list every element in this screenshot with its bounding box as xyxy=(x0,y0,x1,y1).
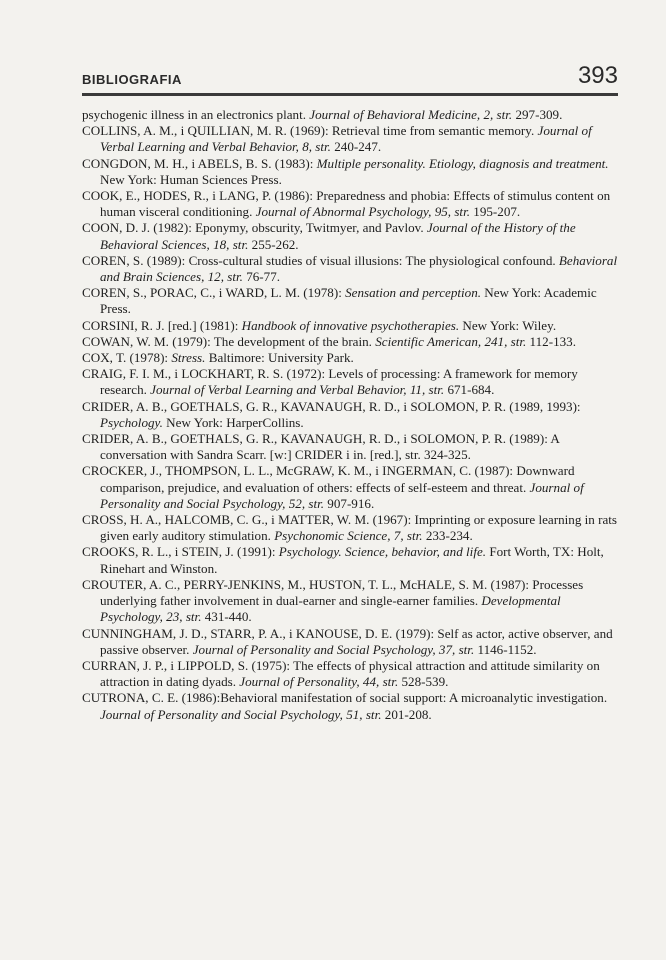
entry-source: Multiple personality. Etiology, diagnosis and treatment. xyxy=(316,155,609,171)
entry-text: COON, D. J. (1982): Eponymy, obscurity, Twitmyer, and Pavlov. xyxy=(82,220,427,236)
entry-source: Journal of Behavioral Medicine, 2, str. xyxy=(309,107,513,122)
entry-source: Stress. xyxy=(171,350,206,366)
entry-text: COWAN, W. M. (1979): The development of the brain. xyxy=(82,333,376,349)
entry-text: COREN, S. (1989): Cross-cultural studies of visual illusions: The physiological confound. xyxy=(82,252,559,268)
entry-text: COOK, E., HODES, R., i LANG, P. (1986): Preparedness and phobia: Effects of stimulus content on human visceral conditioning. xyxy=(82,188,611,220)
entry-pages: New York: Academic Press. xyxy=(100,285,597,317)
entry-source: Psychology. xyxy=(100,414,163,430)
entry-pages: Fort Worth, TX: Holt, Rinehart and Winston. xyxy=(100,544,604,576)
bibliography-entry xyxy=(82,366,622,398)
entry-source: Psychology. Science, behavior, and life. xyxy=(278,544,487,560)
entry-source: Journal of Verbal Learning and Verbal Behavior, 8, str. xyxy=(100,123,592,155)
entry-pages: 431-440. xyxy=(201,609,252,625)
entry-source: Psychonomic Science, 7, str. xyxy=(274,528,423,544)
entry-text: CUNNINGHAM, J. D., STARR, P. A., i KANOUSE, D. E. (1979): Self as actor, active observer, and passive observer. xyxy=(82,625,613,657)
page-number: 393 xyxy=(577,62,618,89)
bibliography-entry xyxy=(82,318,622,334)
entry-pages: New York: Human Sciences Press. xyxy=(100,171,282,187)
entry-source: Behavioral and Brain Sciences, 12, str. xyxy=(100,252,618,285)
entry-pages: 528-539. xyxy=(398,674,449,690)
bibliography-entry xyxy=(82,463,622,512)
bibliography-entry xyxy=(82,431,622,463)
bibliography-entry xyxy=(82,107,622,123)
bibliography-entry xyxy=(82,220,622,252)
entry-pages: 240-247. xyxy=(330,139,382,155)
entry-text: psychogenic illness in an electronics plant. xyxy=(82,107,310,122)
bibliography-entry xyxy=(82,156,622,188)
bibliography-entry xyxy=(82,253,622,285)
entry-pages: New York: Wiley. xyxy=(459,317,557,333)
bibliography-entry xyxy=(82,626,622,658)
bibliography-entry xyxy=(82,350,622,366)
entry-pages: Baltimore: University Park. xyxy=(205,350,354,366)
entry-source: Journal of Verbal Learning and Verbal Behavior, 11, str. xyxy=(150,382,445,398)
entry-text: COLLINS, A. M., i QUILLIAN, M. R. (1969): Retrieval time from semantic memory. xyxy=(82,123,538,139)
entry-text: CONGDON, M. H., i ABELS, B. S. (1983): xyxy=(82,155,317,171)
entry-source: Journal of Personality and Social Psychology, 37, str. xyxy=(192,641,475,657)
entry-text: CURRAN, J. P., i LIPPOLD, S. (1975): The effects of physical attraction and attitude similarity on attraction in dating dyads. xyxy=(82,657,600,690)
entry-text: CROOKS, R. L., i STEIN, J. (1991): xyxy=(82,544,279,560)
entry-text: CUTRONA, C. E. (1986):Behavioral manifestation of social support: A microanalytic investigation. xyxy=(82,690,608,706)
entry-pages: 201-208. xyxy=(381,706,432,722)
entry-text: CROCKER, J., THOMPSON, L. L., McGRAW, K. M., i INGERMAN, C. (1987): Downward comparison, prejudice, and evaluation of others: effects of self-esteem and threat. xyxy=(82,463,575,495)
entry-source: Scientific American, 241, str. xyxy=(375,333,527,349)
entry-pages: 671-684. xyxy=(444,382,495,398)
bibliography-entry xyxy=(82,658,622,690)
bibliography-entry xyxy=(82,188,622,220)
entry-pages: 297-309. xyxy=(512,107,563,122)
entry-source: Journal of Abnormal Psychology, 95, str. xyxy=(255,204,470,220)
bibliography-entry xyxy=(82,285,622,317)
entry-pages: 907-916. xyxy=(324,495,375,511)
entry-pages: 1146-1152. xyxy=(474,641,537,657)
section-title: BIBLIOGRAFIA xyxy=(82,72,182,87)
entry-text: CROSS, H. A., HALCOMB, C. G., i MATTER, W. M. (1967): Imprinting or exposure learning in rats given early auditory stimulation. xyxy=(82,512,618,544)
entry-text: CRIDER, A. B., GOETHALS, G. R., KAVANAUGH, R. D., i SOLOMON, P. R. (1989): A conversation with Sandra Scarr. [w:] CRIDER i in. [red.], str. 324-325. xyxy=(82,431,560,463)
entry-text: CRIDER, A. B., GOETHALS, G. R., KAVANAUGH, R. D., i SOLOMON, P. R. (1989, 1993): xyxy=(82,398,581,414)
entry-pages: New York: HarperCollins. xyxy=(162,414,304,430)
entry-source: Journal of the History of the Behavioral Sciences, 18, str. xyxy=(100,220,576,252)
entry-source: Journal of Personality and Social Psychology, 52, str. xyxy=(100,479,584,511)
page-header xyxy=(82,62,618,92)
entry-source: Journal of Personality, 44, str. xyxy=(239,674,399,690)
entry-pages: 112-133. xyxy=(526,333,576,349)
entry-source: Sensation and perception. xyxy=(345,285,482,301)
bibliography-entry xyxy=(82,690,622,722)
entry-text: CORSINI, R. J. [red.] (1981): xyxy=(82,317,242,333)
bibliography-entry xyxy=(82,334,622,350)
entry-source: Journal of Personality and Social Psychology, 51, str. xyxy=(100,706,382,722)
entry-pages: 233-234. xyxy=(422,528,473,544)
entry-source: Developmental Psychology, 23, str. xyxy=(100,593,561,625)
entry-pages: 76-77. xyxy=(242,269,281,285)
bibliography-entry xyxy=(82,399,622,431)
entry-source: Handbook of innovative psychotherapies. xyxy=(241,317,460,333)
entry-text: COREN, S., PORAC, C., i WARD, L. M. (1978): xyxy=(82,285,346,301)
bibliography-entry xyxy=(82,577,622,626)
entry-text: CROUTER, A. C., PERRY-JENKINS, M., HUSTON, T. L., McHALE, S. M. (1987): Processes underlying father involvement in dual-earner and single-earner families. xyxy=(82,576,584,609)
bibliography-entry xyxy=(82,512,622,544)
bibliography-entry xyxy=(82,544,622,576)
entry-text: COX, T. (1978): xyxy=(82,350,172,366)
header-rule xyxy=(82,93,618,96)
bibliography-list xyxy=(82,107,622,723)
entry-pages: 195-207. xyxy=(470,204,521,220)
bibliography-entry xyxy=(82,123,622,155)
entry-pages: 255-262. xyxy=(248,236,299,252)
entry-text: CRAIG, F. I. M., i LOCKHART, R. S. (1972): Levels of processing: A framework for memory research. xyxy=(82,366,578,398)
